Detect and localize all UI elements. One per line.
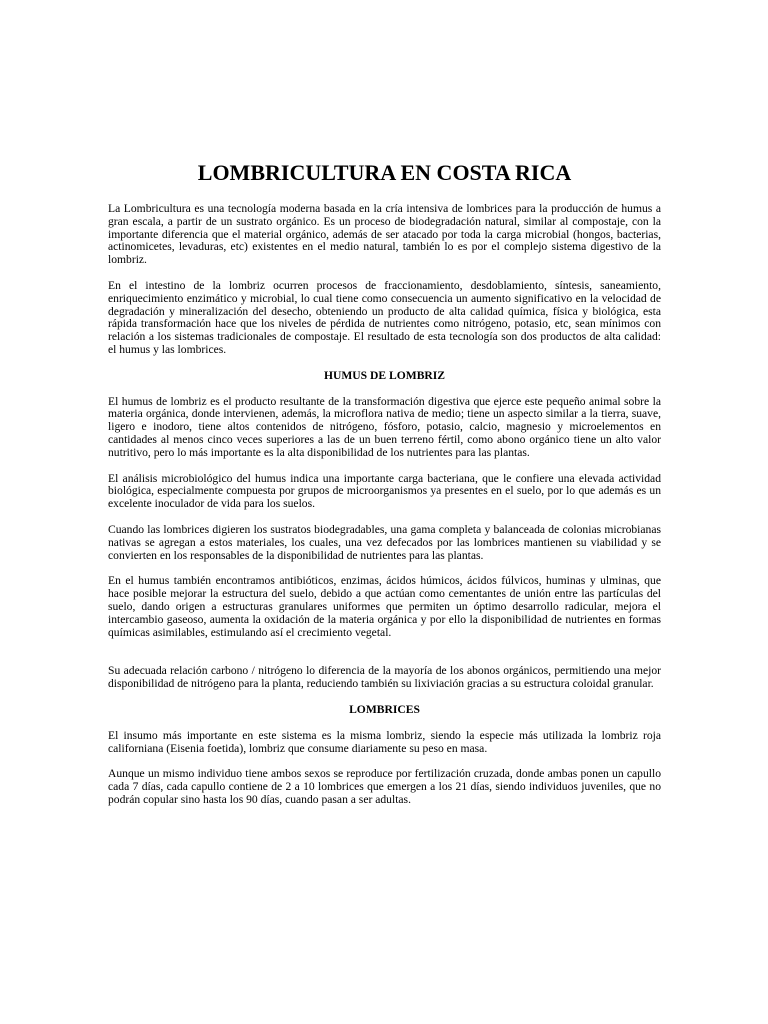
humus-paragraph-4: En el humus también encontramos antibióticos, enzimas, ácidos húmicos, ácidos fúlvicos, huminas y ulminas, que hace posible mejorar la estructura del suelo, debido a que actúan como cementantes de unión entre las partículas del suelo, dando origen a estructuras granulares uniformes que permiten un óptimo desarrollo radicular, mejora el intercambio gaseoso, aumenta la oxidación de la materia orgánica y por ello la disponibilidad de nutrientes en formas químicas asimilables, estimulando así el crecimiento vegetal. [108,574,661,639]
intro-paragraph-1: La Lombricultura es una tecnología moderna basada en la cría intensiva de lombrices para la producción de humus a gran escala, a partir de un sustrato orgánico. Es un proceso de biodegradación natural, similar al compostaje, con la importante diferencia que el material orgánico, además de ser atacado por toda la carga microbial (hongos, bacterias, actinomicetes, levaduras, etc) existentes en el medio natural, también lo es por el complejo sistema digestivo de la lombriz. [108,202,661,267]
humus-paragraph-1: El humus de lombriz es el producto resultante de la transformación digestiva que ejerce este pequeño animal sobre la materia orgánica, donde intervienen, además, la microflora nativa de medio; tiene un aspecto similar a la tierra, suave, ligero e inodoro, tiene altos contenidos de nitrógeno, fósforo, potasio, calcio, magnesio y microelementos en cantidades al menos cinco veces superiores a las de un buen terreno fértil, como abono orgánico tiene un alto valor nutritivo, pero lo más importante es la alta disponibilidad de los nutrientes para las plantas. [108,394,661,459]
intro-paragraph-2: En el intestino de la lombriz ocurren procesos de fraccionamiento, desdoblamiento, síntesis, saneamiento, enriquecimiento enzimático y microbial, lo cual tiene como consecuencia un aumento significativo en la velocidad de degradación y mineralización del desecho, obteniendo un producto de alta calidad química, física y biológica, esta rápida transformación hace que los niveles de pérdida de nutrientes como nitrógeno, potasio, etc, sean mínimos con relación a los sistemas tradicionales de compostaje. El resultado de esta tecnología son dos productos de alta calidad: el humus y las lombrices. [108,278,661,356]
humus-paragraph-5: Su adecuada relación carbono / nitrógeno lo diferencia de la mayoría de los abonos orgánicos, permitiendo una mejor disponibilidad de nitrógeno para la planta, reduciendo también su lixiviación gracias a su estructura coloidal granular. [108,664,661,691]
section-heading-lombrices: LOMBRICES [349,702,420,716]
lombrices-paragraph-2: Aunque un mismo individuo tiene ambos sexos se reproduce por fertilización cruzada, donde ambas ponen un capullo cada 7 días, cada capullo contiene de 2 a 10 lombrices que emergen a los 21 días, siendo individuos juveniles, que no podrán copular sino hasta los 90 días, cuando pasan a ser adultas. [108,767,661,806]
document-title: LOMBRICULTURA EN COSTA RICA [197,160,572,185]
document-page [108,160,661,807]
section-heading-humus: HUMUS DE LOMBRIZ [323,368,446,382]
lombrices-paragraph-1: El insumo más importante en este sistema es la misma lombriz, siendo la especie más utilizada la lombriz roja californiana (Eisenia foetida), lombriz que consume diariamente su peso en masa. [108,728,661,755]
humus-paragraph-3: Cuando las lombrices digieren los sustratos biodegradables, una gama completa y balanceada de colonias microbianas nativas se agregan a estos materiales, los cuales, una vez defecados por las lombrices mantienen su viabilidad y se convierten en los responsables de la disponibilidad de nutrientes para las plantas. [108,522,661,562]
humus-paragraph-2: El análisis microbiológico del humus indica una importante carga bacteriana, que le confiere una elevada actividad biológica, especialmente compuesta por grupos de microorganismos ya presentes en el suelo, por lo que además es un excelente inoculador de vida para los suelos. [108,471,661,511]
